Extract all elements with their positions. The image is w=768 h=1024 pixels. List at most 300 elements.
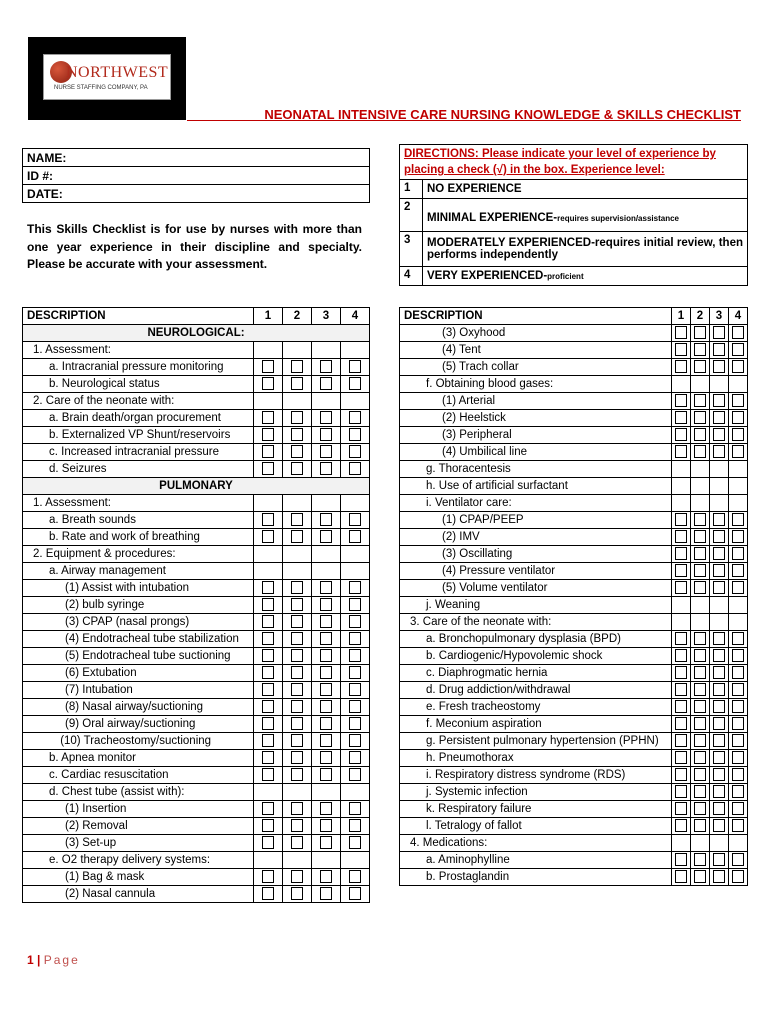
item-label: (5) Trach collar: [400, 359, 672, 376]
checklist-row: [400, 495, 748, 512]
column-3: 3: [312, 308, 341, 325]
item-label: (8) Nasal airway/suctioning: [23, 699, 254, 716]
checkbox-3[interactable]: [320, 462, 332, 475]
checkbox-3[interactable]: [320, 802, 332, 815]
column-4: 4: [729, 308, 748, 325]
checkbox-4[interactable]: [732, 445, 744, 458]
checkbox-3[interactable]: [320, 683, 332, 696]
column-2: 2: [691, 308, 710, 325]
checkbox-1[interactable]: [262, 462, 274, 475]
checkbox-1[interactable]: [675, 666, 687, 679]
checkbox-1[interactable]: [675, 734, 687, 747]
checkbox-1[interactable]: [262, 360, 274, 373]
checkbox-3[interactable]: [320, 717, 332, 730]
checkbox-2[interactable]: [694, 802, 706, 815]
checkbox-4[interactable]: [349, 836, 361, 849]
checkbox-1[interactable]: [675, 802, 687, 815]
checkbox-3[interactable]: [320, 649, 332, 662]
checkbox-1[interactable]: [262, 683, 274, 696]
item-group-label: j. Weaning: [400, 597, 672, 614]
checkbox-4[interactable]: [349, 870, 361, 883]
item-label: (4) Tent: [400, 342, 672, 359]
checkbox-2[interactable]: [694, 649, 706, 662]
checkbox-2[interactable]: [694, 530, 706, 543]
level-note: requires supervision/assistance: [557, 214, 679, 223]
checkbox-2[interactable]: [291, 802, 303, 815]
checkbox-3[interactable]: [713, 734, 725, 747]
checkbox-4[interactable]: [349, 581, 361, 594]
checkbox-3[interactable]: [713, 564, 725, 577]
checkbox-4[interactable]: [349, 649, 361, 662]
checklist-row: [23, 614, 370, 631]
checkbox-3[interactable]: [713, 751, 725, 764]
checkbox-4[interactable]: [732, 632, 744, 645]
checkbox-2[interactable]: [291, 751, 303, 764]
checkbox-2[interactable]: [694, 411, 706, 424]
checkbox-4[interactable]: [732, 700, 744, 713]
checkbox-2[interactable]: [291, 581, 303, 594]
checkbox-1[interactable]: [675, 411, 687, 424]
level-cell: [672, 648, 691, 665]
checkbox-1[interactable]: [675, 564, 687, 577]
level-cell: [729, 733, 748, 750]
checkbox-3[interactable]: [320, 360, 332, 373]
checkbox-1[interactable]: [262, 819, 274, 832]
checkbox-3[interactable]: [320, 615, 332, 628]
checkbox-3[interactable]: [713, 819, 725, 832]
checkbox-3[interactable]: [320, 598, 332, 611]
level-cell: [341, 597, 370, 614]
checkbox-3[interactable]: [320, 887, 332, 900]
checkbox-2[interactable]: [694, 683, 706, 696]
item-label: (3) Set-up: [23, 835, 254, 852]
checkbox-1[interactable]: [262, 598, 274, 611]
level-cell: [254, 461, 283, 478]
checkbox-4[interactable]: [732, 411, 744, 424]
checkbox-2[interactable]: [291, 887, 303, 900]
item-label: (2) IMV: [400, 529, 672, 546]
checkbox-2[interactable]: [291, 870, 303, 883]
checkbox-4[interactable]: [349, 598, 361, 611]
checkbox-3[interactable]: [320, 700, 332, 713]
checkbox-2[interactable]: [694, 819, 706, 832]
checkbox-1[interactable]: [675, 632, 687, 645]
checkbox-1[interactable]: [262, 887, 274, 900]
item-label: (7) Intubation: [23, 682, 254, 699]
checkbox-2[interactable]: [291, 768, 303, 781]
checkbox-3[interactable]: [713, 666, 725, 679]
checkbox-2[interactable]: [291, 445, 303, 458]
checkbox-3[interactable]: [713, 343, 725, 356]
level-label: [423, 232, 748, 267]
checkbox-2[interactable]: [291, 530, 303, 543]
checkbox-4[interactable]: [732, 751, 744, 764]
item-label: (4) Umbilical line: [400, 444, 672, 461]
checklist-row: [23, 393, 370, 410]
checkbox-3[interactable]: [320, 513, 332, 526]
checkbox-4[interactable]: [732, 666, 744, 679]
checkbox-3[interactable]: [713, 717, 725, 730]
checkbox-2[interactable]: [291, 360, 303, 373]
checkbox-3[interactable]: [713, 394, 725, 407]
checkbox-3[interactable]: [713, 326, 725, 339]
checkbox-4[interactable]: [732, 683, 744, 696]
checkbox-1[interactable]: [675, 513, 687, 526]
checkbox-2[interactable]: [291, 615, 303, 628]
checkbox-2[interactable]: [694, 394, 706, 407]
column-4: 4: [341, 308, 370, 325]
checkbox-1[interactable]: [675, 785, 687, 798]
level-cell: [283, 359, 312, 376]
checkbox-2[interactable]: [291, 649, 303, 662]
checkbox-1[interactable]: [675, 768, 687, 781]
checkbox-4[interactable]: [349, 411, 361, 424]
item-label: b. Rate and work of breathing: [23, 529, 254, 546]
checkbox-4[interactable]: [349, 666, 361, 679]
checkbox-3[interactable]: [713, 632, 725, 645]
checkbox-1[interactable]: [262, 632, 274, 645]
level-cell: [672, 733, 691, 750]
checkbox-1[interactable]: [675, 870, 687, 883]
checkbox-4[interactable]: [349, 717, 361, 730]
checkbox-1[interactable]: [675, 547, 687, 560]
checklist-row: [23, 597, 370, 614]
checkbox-2[interactable]: [694, 632, 706, 645]
level-cell: [710, 580, 729, 597]
checkbox-1[interactable]: [262, 751, 274, 764]
checkbox-4[interactable]: [732, 581, 744, 594]
checkbox-4[interactable]: [732, 428, 744, 441]
checkbox-1[interactable]: [675, 853, 687, 866]
checkbox-4[interactable]: [349, 734, 361, 747]
checkbox-3[interactable]: [713, 360, 725, 373]
checkbox-2[interactable]: [291, 377, 303, 390]
checklist-right: [399, 307, 748, 886]
checkbox-3[interactable]: [320, 819, 332, 832]
checkbox-2[interactable]: [291, 734, 303, 747]
checkbox-4[interactable]: [349, 700, 361, 713]
checkbox-2[interactable]: [291, 700, 303, 713]
checkbox-2[interactable]: [291, 717, 303, 730]
checkbox-1[interactable]: [262, 666, 274, 679]
checkbox-2[interactable]: [694, 343, 706, 356]
checkbox-1[interactable]: [262, 377, 274, 390]
level-cell: [729, 444, 748, 461]
checkbox-3[interactable]: [320, 751, 332, 764]
checkbox-3[interactable]: [713, 411, 725, 424]
checkbox-4[interactable]: [349, 819, 361, 832]
checkbox-3[interactable]: [320, 666, 332, 679]
checkbox-3[interactable]: [713, 445, 725, 458]
checkbox-1[interactable]: [262, 428, 274, 441]
item-label: b. Prostaglandin: [400, 869, 672, 886]
level-cell: [710, 359, 729, 376]
level-cell: [710, 512, 729, 529]
checkbox-1[interactable]: [262, 513, 274, 526]
checkbox-4[interactable]: [349, 513, 361, 526]
checkbox-1[interactable]: [675, 445, 687, 458]
checkbox-4[interactable]: [732, 513, 744, 526]
level-cell: [729, 869, 748, 886]
level-cell: [283, 835, 312, 852]
checkbox-4[interactable]: [732, 802, 744, 815]
page-label: Page: [43, 953, 80, 967]
checkbox-4[interactable]: [732, 717, 744, 730]
checkbox-1[interactable]: [675, 326, 687, 339]
level-cell: [672, 529, 691, 546]
checkbox-4[interactable]: [349, 768, 361, 781]
checkbox-3[interactable]: [713, 785, 725, 798]
checkbox-4[interactable]: [732, 819, 744, 832]
checkbox-3[interactable]: [713, 649, 725, 662]
checkbox-2[interactable]: [694, 445, 706, 458]
checkbox-2[interactable]: [694, 564, 706, 577]
level-cell: [283, 818, 312, 835]
checkbox-4[interactable]: [349, 683, 361, 696]
checkbox-3[interactable]: [320, 836, 332, 849]
checkbox-3[interactable]: [320, 445, 332, 458]
checkbox-2[interactable]: [694, 700, 706, 713]
checkbox-4[interactable]: [732, 768, 744, 781]
checkbox-4[interactable]: [732, 394, 744, 407]
checklist-row: [400, 444, 748, 461]
checkbox-4[interactable]: [349, 377, 361, 390]
item-label: (1) CPAP/PEEP: [400, 512, 672, 529]
checklist-row: [23, 495, 370, 512]
checkbox-1[interactable]: [675, 700, 687, 713]
checkbox-2[interactable]: [694, 326, 706, 339]
checkbox-4[interactable]: [732, 870, 744, 883]
checkbox-2[interactable]: [694, 513, 706, 526]
checkbox-3[interactable]: [320, 734, 332, 747]
checkbox-3[interactable]: [320, 768, 332, 781]
checkbox-2[interactable]: [291, 428, 303, 441]
checkbox-1[interactable]: [675, 717, 687, 730]
checkbox-2[interactable]: [694, 360, 706, 373]
checkbox-1[interactable]: [262, 411, 274, 424]
checkbox-4[interactable]: [349, 530, 361, 543]
checkbox-1[interactable]: [675, 428, 687, 441]
level-cell: [729, 767, 748, 784]
checkbox-4[interactable]: [349, 360, 361, 373]
checkbox-2[interactable]: [291, 632, 303, 645]
level-cell: [254, 665, 283, 682]
checkbox-3[interactable]: [713, 581, 725, 594]
date-field[interactable]: DATE:: [23, 185, 370, 203]
id-field[interactable]: ID #:: [23, 167, 370, 185]
intro-paragraph: This Skills Checklist is for use by nurses with more than one year experience in their discipline and specialty. Please be accurate with your assessment.: [27, 222, 362, 271]
level-cell: [283, 699, 312, 716]
level-cell: [672, 393, 691, 410]
checkbox-1[interactable]: [262, 802, 274, 815]
checkbox-4[interactable]: [349, 887, 361, 900]
checkbox-3[interactable]: [320, 377, 332, 390]
checkbox-4[interactable]: [349, 615, 361, 628]
checkbox-3[interactable]: [713, 853, 725, 866]
name-field[interactable]: NAME:: [23, 149, 370, 167]
checkbox-4[interactable]: [349, 462, 361, 475]
checkbox-1[interactable]: [262, 615, 274, 628]
checklist-row: [23, 529, 370, 546]
level-cell: [312, 648, 341, 665]
checkbox-4[interactable]: [349, 428, 361, 441]
checkbox-1[interactable]: [262, 768, 274, 781]
level-cell: [341, 546, 370, 563]
level-cell: [283, 495, 312, 512]
checkbox-4[interactable]: [732, 530, 744, 543]
level-cell: [710, 461, 729, 478]
checklist-row: [400, 869, 748, 886]
checkbox-3[interactable]: [320, 870, 332, 883]
checkbox-2[interactable]: [291, 513, 303, 526]
directions-table: [399, 144, 748, 286]
checklist-row: [400, 750, 748, 767]
checklist-row: [23, 580, 370, 597]
level-cell: [283, 563, 312, 580]
checkbox-2[interactable]: [694, 428, 706, 441]
checkbox-2[interactable]: [694, 581, 706, 594]
checkbox-2[interactable]: [291, 819, 303, 832]
checkbox-4[interactable]: [349, 802, 361, 815]
checkbox-1[interactable]: [675, 649, 687, 662]
checkbox-1[interactable]: [675, 751, 687, 764]
checkbox-3[interactable]: [713, 683, 725, 696]
level-cell: [691, 580, 710, 597]
level-cell: [710, 614, 729, 631]
level-cell: [710, 546, 729, 563]
level-cell: [312, 784, 341, 801]
checkbox-2[interactable]: [291, 683, 303, 696]
checkbox-2[interactable]: [694, 666, 706, 679]
checkbox-2[interactable]: [694, 853, 706, 866]
checkbox-1[interactable]: [262, 530, 274, 543]
level-cell: [691, 784, 710, 801]
checklist-row: [23, 665, 370, 682]
checkbox-1[interactable]: [262, 870, 274, 883]
checkbox-2[interactable]: [694, 717, 706, 730]
checkbox-2[interactable]: [291, 666, 303, 679]
level-cell: [254, 750, 283, 767]
level-cell: [672, 699, 691, 716]
checklist-row: [23, 376, 370, 393]
checkbox-2[interactable]: [291, 836, 303, 849]
item-label: (9) Oral airway/suctioning: [23, 716, 254, 733]
checkbox-1[interactable]: [675, 683, 687, 696]
level-cell: [341, 665, 370, 682]
checkbox-2[interactable]: [694, 751, 706, 764]
level-cell: [312, 750, 341, 767]
checkbox-1[interactable]: [262, 700, 274, 713]
checkbox-4[interactable]: [732, 326, 744, 339]
checkbox-4[interactable]: [732, 785, 744, 798]
checkbox-1[interactable]: [262, 581, 274, 594]
checkbox-2[interactable]: [694, 785, 706, 798]
checkbox-4[interactable]: [732, 734, 744, 747]
checkbox-4[interactable]: [732, 343, 744, 356]
item-group-label: d. Chest tube (assist with):: [23, 784, 254, 801]
level-cell: [341, 716, 370, 733]
checkbox-1[interactable]: [262, 717, 274, 730]
checklist-row: [400, 342, 748, 359]
checkbox-2[interactable]: [291, 462, 303, 475]
checkbox-1[interactable]: [262, 649, 274, 662]
checkbox-1[interactable]: [262, 445, 274, 458]
checkbox-3[interactable]: [320, 428, 332, 441]
checklist-row: [400, 767, 748, 784]
checklist-row: [23, 801, 370, 818]
checkbox-4[interactable]: [732, 547, 744, 560]
checklist-row: [23, 546, 370, 563]
checkbox-3[interactable]: [320, 411, 332, 424]
level-cell: [341, 818, 370, 835]
level-cell: [691, 852, 710, 869]
checkbox-4[interactable]: [349, 632, 361, 645]
checkbox-3[interactable]: [713, 802, 725, 815]
level-cell: [341, 631, 370, 648]
checklist-row: [23, 342, 370, 359]
level-cell: [710, 325, 729, 342]
checkbox-3[interactable]: [713, 768, 725, 781]
checkbox-3[interactable]: [713, 428, 725, 441]
checkbox-1[interactable]: [262, 734, 274, 747]
checkbox-1[interactable]: [675, 343, 687, 356]
level-cell: [672, 512, 691, 529]
item-label: b. Cardiogenic/Hypovolemic shock: [400, 648, 672, 665]
checkbox-1[interactable]: [262, 836, 274, 849]
level-cell: [710, 801, 729, 818]
checkbox-3[interactable]: [713, 547, 725, 560]
checkbox-2[interactable]: [291, 411, 303, 424]
checkbox-4[interactable]: [732, 649, 744, 662]
checkbox-2[interactable]: [694, 734, 706, 747]
level-cell: [312, 733, 341, 750]
level-cell: [710, 495, 729, 512]
checklist-row: [23, 767, 370, 784]
checkbox-3[interactable]: [713, 530, 725, 543]
checkbox-3[interactable]: [320, 632, 332, 645]
checkbox-3[interactable]: [713, 700, 725, 713]
checkbox-1[interactable]: [675, 530, 687, 543]
checkbox-1[interactable]: [675, 394, 687, 407]
checkbox-4[interactable]: [349, 751, 361, 764]
level-cell: [254, 682, 283, 699]
checkbox-2[interactable]: [694, 547, 706, 560]
item-label: (3) Peripheral: [400, 427, 672, 444]
checkbox-1[interactable]: [675, 360, 687, 373]
level-cell: [710, 597, 729, 614]
checkbox-1[interactable]: [675, 819, 687, 832]
checkbox-3[interactable]: [713, 870, 725, 883]
checkbox-3[interactable]: [320, 581, 332, 594]
level-cell: [312, 631, 341, 648]
level-label: [423, 199, 748, 232]
checkbox-2[interactable]: [694, 768, 706, 781]
level-cell: [672, 801, 691, 818]
checklist-row: [400, 801, 748, 818]
checkbox-4[interactable]: [732, 360, 744, 373]
checkbox-3[interactable]: [320, 530, 332, 543]
level-cell: [312, 512, 341, 529]
checkbox-3[interactable]: [713, 513, 725, 526]
checkbox-1[interactable]: [675, 581, 687, 594]
checkbox-2[interactable]: [694, 870, 706, 883]
checkbox-4[interactable]: [732, 564, 744, 577]
level-cell: [672, 835, 691, 852]
level-cell: [691, 461, 710, 478]
checkbox-2[interactable]: [291, 598, 303, 611]
checkbox-4[interactable]: [349, 445, 361, 458]
checkbox-4[interactable]: [732, 853, 744, 866]
